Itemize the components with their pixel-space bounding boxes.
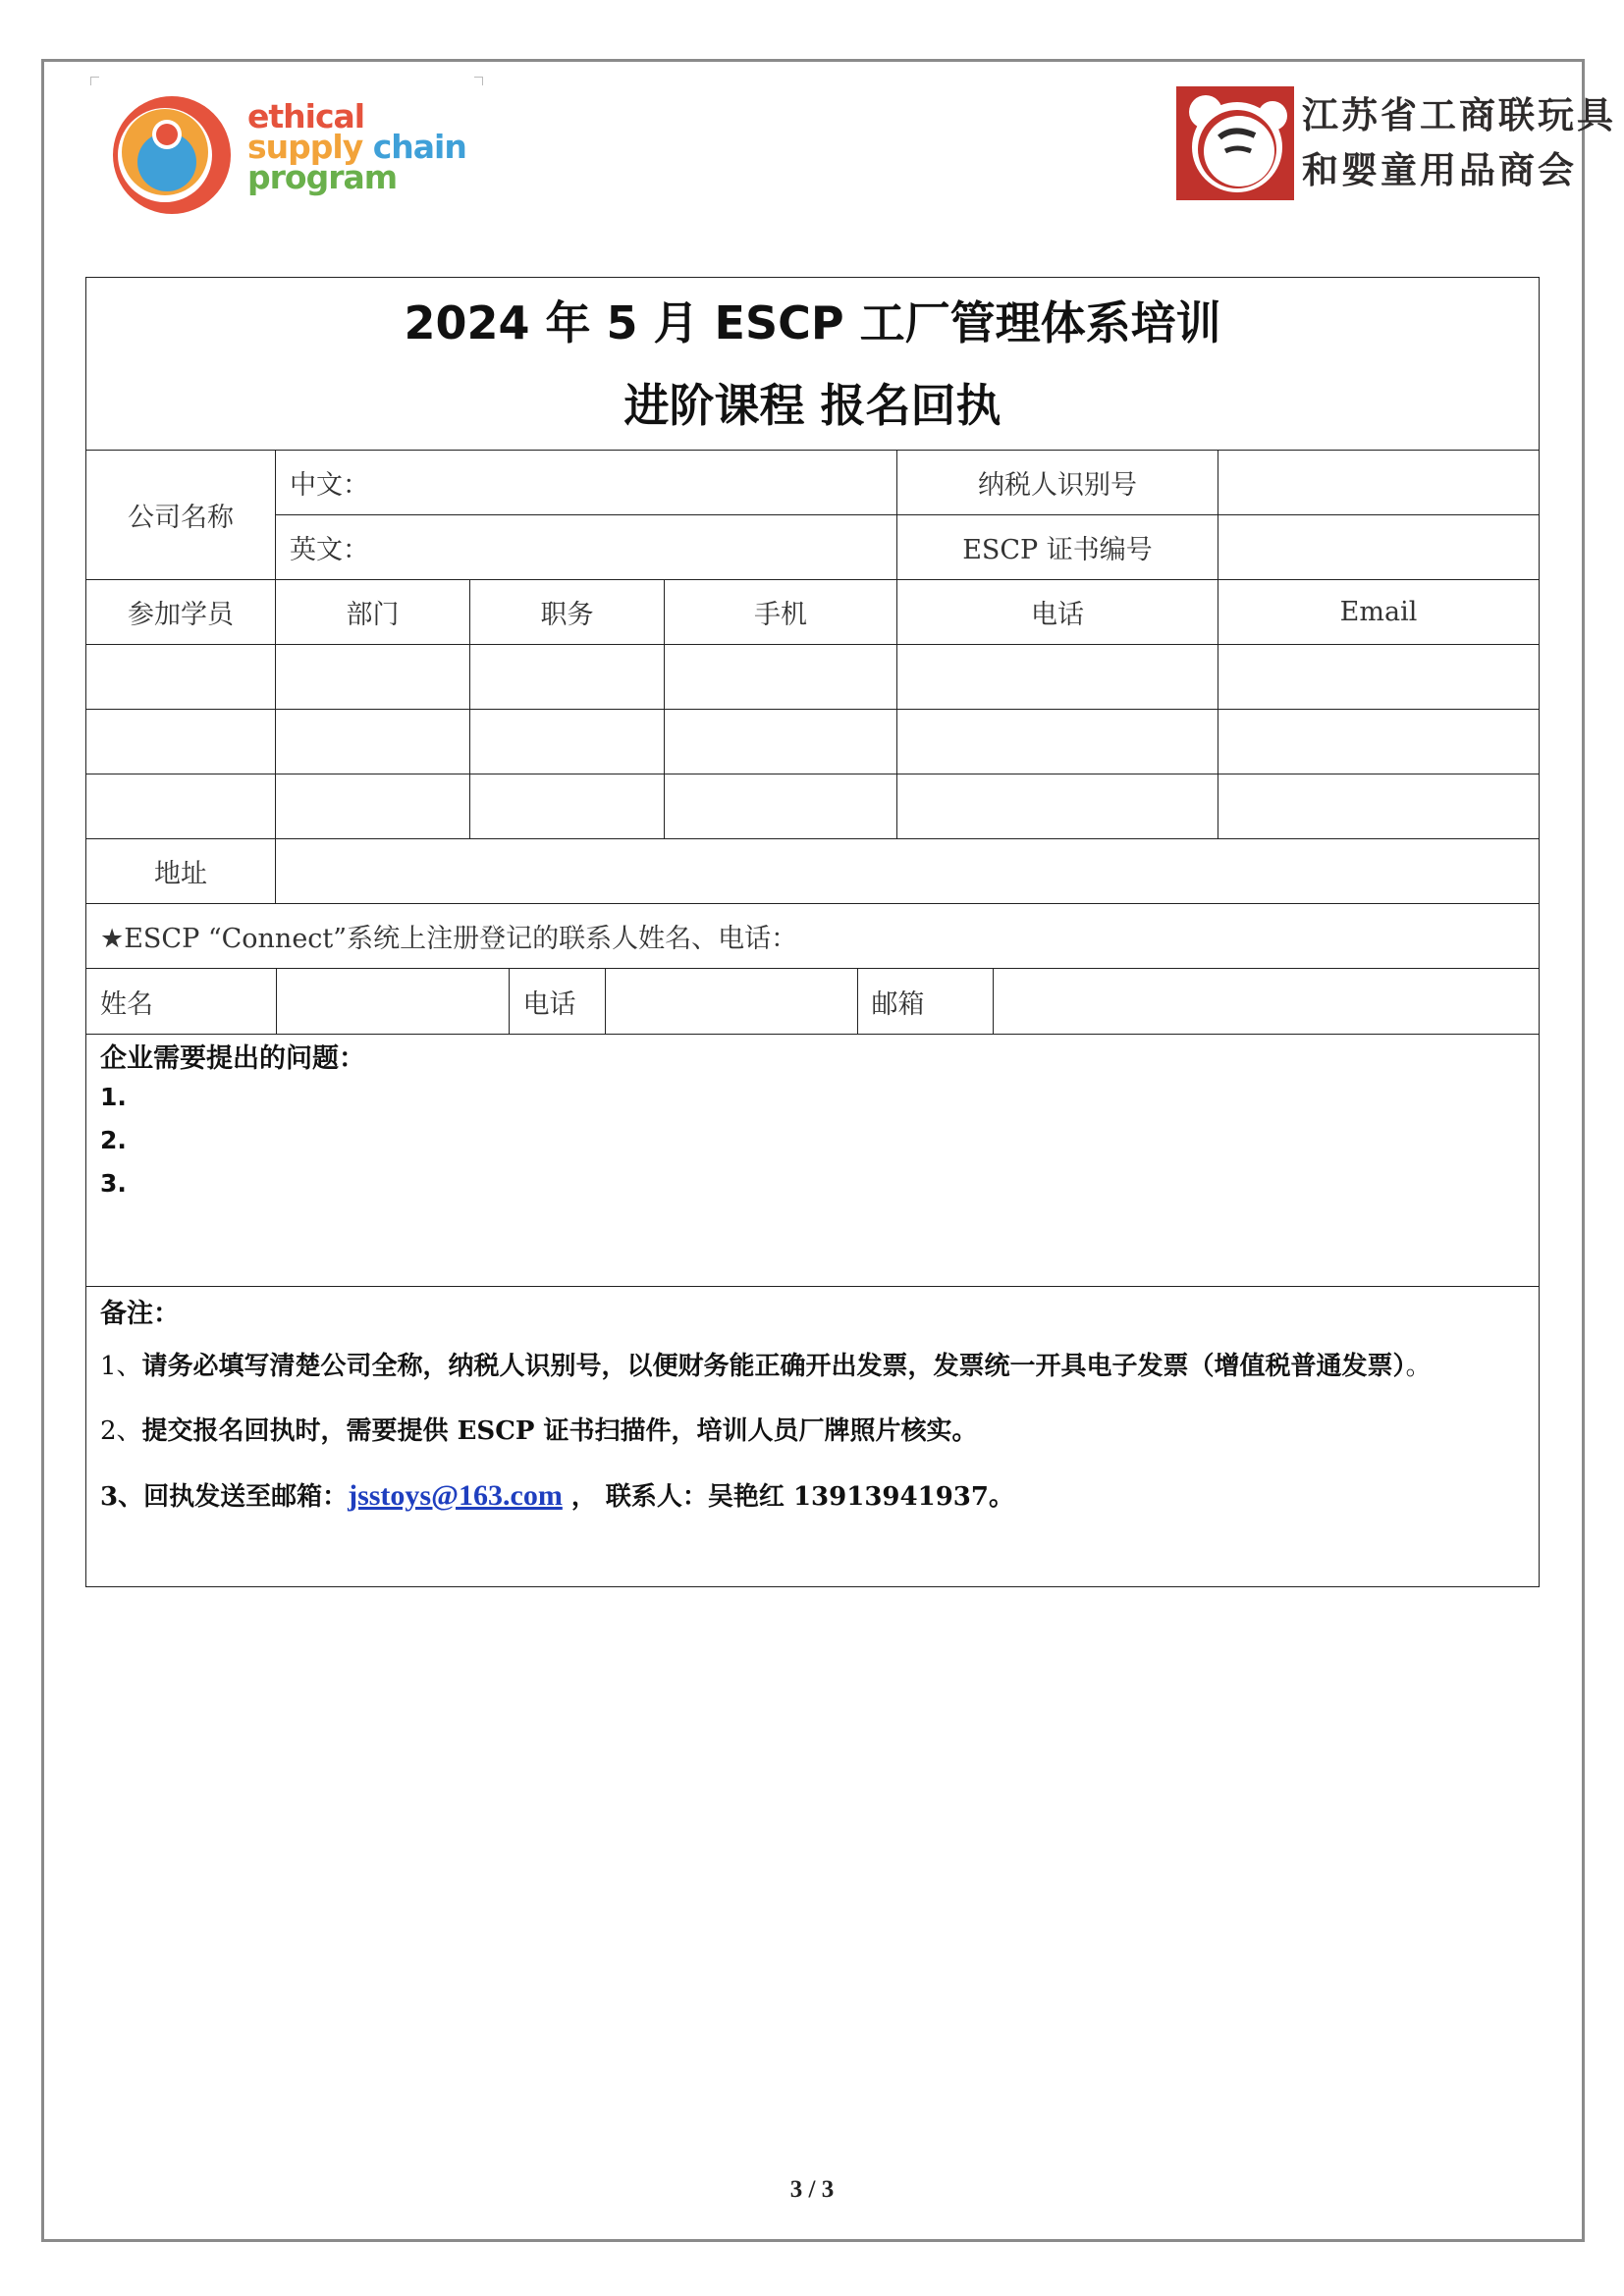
- escp-mark-icon: [108, 91, 236, 219]
- crop-mark: [474, 77, 483, 85]
- english-label: 英文：: [290, 535, 369, 565]
- chinese-label: 中文：: [290, 470, 369, 501]
- column-header-email: Email: [1218, 580, 1540, 645]
- contact-row: [86, 969, 1540, 1035]
- company-name-label: 公司名称: [86, 451, 276, 580]
- column-header-mobile: 手机: [665, 580, 897, 645]
- participant-department-cell[interactable]: [276, 774, 470, 839]
- taxpayer-id-label: 纳税人识别号: [897, 451, 1218, 515]
- note-1-prefix: 1、: [100, 1352, 142, 1381]
- address-field[interactable]: [276, 839, 1540, 904]
- participant-department-cell[interactable]: [276, 645, 470, 710]
- participant-phone-cell[interactable]: [897, 774, 1218, 839]
- participant-row: [86, 710, 1540, 774]
- note-2-prefix: 2、: [100, 1416, 142, 1446]
- escp-cert-label: ESCP 证书编号: [897, 515, 1218, 580]
- contact-email-field[interactable]: [993, 969, 1539, 1034]
- taxpayer-id-field[interactable]: [1218, 451, 1540, 515]
- contact-subtable: [86, 969, 1539, 1034]
- company-name-english-field[interactable]: [276, 515, 897, 580]
- bear-mark-icon: [1176, 86, 1294, 200]
- address-label: 地址: [86, 839, 276, 904]
- escp-wordmark-line3: program: [247, 158, 398, 196]
- escp-wordmark-line1: ethical: [247, 97, 365, 135]
- participant-position-cell[interactable]: [470, 774, 665, 839]
- participant-mobile-cell[interactable]: [665, 774, 897, 839]
- questions-header: 企业需要提出的问题：: [100, 1043, 365, 1074]
- question-number: 2.: [100, 1126, 127, 1154]
- note-2-text: 提交报名回执时，需要提供 ESCP 证书扫描件，培训人员厂牌照片核实。: [141, 1416, 978, 1446]
- participant-email-cell[interactable]: [1218, 645, 1540, 710]
- contact-phone-label: 电话: [509, 969, 605, 1034]
- escp-cert-field[interactable]: [1218, 515, 1540, 580]
- column-header-position: 职务: [470, 580, 665, 645]
- association-logo: [1176, 86, 1616, 202]
- participant-mobile-cell[interactable]: [665, 645, 897, 710]
- email-link[interactable]: jsstoys@163.com: [348, 1479, 563, 1512]
- association-name-line2: 和婴童用品商会: [1302, 149, 1577, 191]
- participant-name-cell[interactable]: [86, 710, 276, 774]
- notes-section: [86, 1287, 1540, 1587]
- participant-name-cell[interactable]: [86, 645, 276, 710]
- participant-department-cell[interactable]: [276, 710, 470, 774]
- note-1-text: 请务必填写清楚公司全称，纳税人识别号，以便财务能正确开出发票，发票统一开具电子发票（增值税普通发票）: [141, 1352, 1406, 1381]
- escp-logo: [90, 77, 483, 224]
- participant-name-cell[interactable]: [86, 774, 276, 839]
- participants-label: 参加学员: [86, 580, 276, 645]
- question-number: 1.: [100, 1083, 127, 1111]
- form-title: [86, 278, 1540, 451]
- contact-phone-field[interactable]: [605, 969, 857, 1034]
- contact-email-label: 邮箱: [857, 969, 993, 1034]
- registration-form-table: [85, 277, 1540, 1587]
- participant-email-cell[interactable]: [1218, 710, 1540, 774]
- participant-phone-cell[interactable]: [897, 645, 1218, 710]
- participant-mobile-cell[interactable]: [665, 710, 897, 774]
- contact-name-label: 姓名: [86, 969, 276, 1034]
- participant-phone-cell[interactable]: [897, 710, 1218, 774]
- participant-email-cell[interactable]: [1218, 774, 1540, 839]
- form-title-line1: 2024 年 5 月 ESCP 工厂管理体系培训: [404, 295, 1221, 349]
- participant-position-cell[interactable]: [470, 645, 665, 710]
- form-title-line2: 进阶课程 报名回执: [623, 378, 1001, 432]
- escp-wordmark-supply: supply: [247, 128, 363, 166]
- questions-section[interactable]: [86, 1035, 1540, 1287]
- column-header-phone: 电话: [897, 580, 1218, 645]
- association-name-line1: 江苏省工商联玩具: [1302, 94, 1616, 136]
- company-name-chinese-field[interactable]: [276, 451, 897, 515]
- participant-row: [86, 645, 1540, 710]
- question-number: 3.: [100, 1169, 127, 1198]
- note-2: [100, 1399, 1525, 1464]
- participant-row: [86, 774, 1540, 839]
- association-name: [1302, 88, 1616, 198]
- contact-name-field[interactable]: [276, 969, 509, 1034]
- escp-wordmark: [247, 97, 466, 196]
- escp-wordmark-chain: chain: [372, 128, 466, 166]
- notes-header: 备注：: [100, 1299, 180, 1329]
- note-1-suffix: 。: [1405, 1352, 1432, 1381]
- page-number: 3 / 3: [789, 2176, 835, 2203]
- note-3: [100, 1464, 1525, 1529]
- note-3-suffix: ， 联系人：吴艳红 13913941937。: [562, 1482, 1014, 1512]
- note-3-prefix: 3、回执发送至邮箱：: [100, 1482, 349, 1512]
- connect-contact-note: ★ESCP “Connect”系统上注册登记的联系人姓名、电话：: [86, 904, 1540, 969]
- column-header-department: 部门: [276, 580, 470, 645]
- crop-mark: [90, 77, 99, 85]
- note-1: [100, 1334, 1525, 1399]
- participant-position-cell[interactable]: [470, 710, 665, 774]
